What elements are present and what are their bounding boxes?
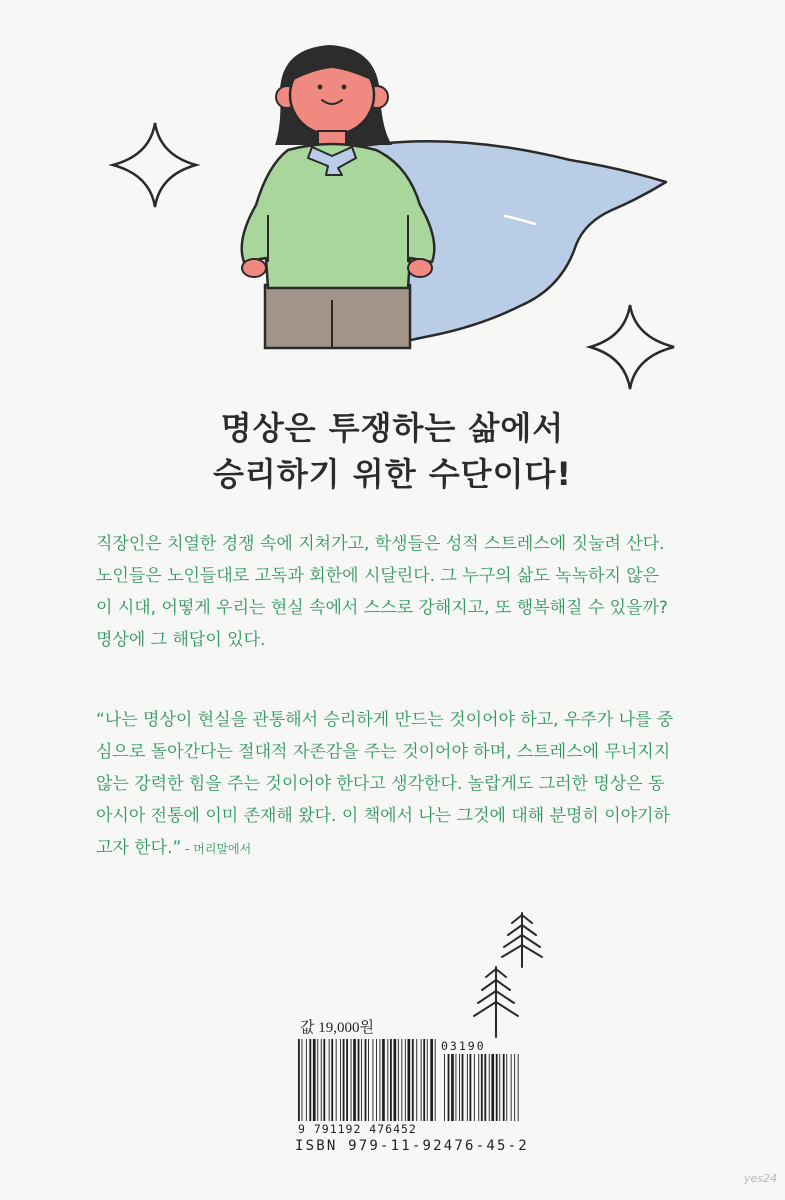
isbn-number: ISBN 979-11-92476-45-2	[295, 1138, 529, 1154]
barcode-bar	[373, 1039, 374, 1121]
barcode-bar	[405, 1039, 406, 1121]
barcode-addon-bar	[451, 1054, 454, 1121]
headline-line-2: 승리하기 위한 수단이다!	[213, 455, 572, 493]
barcode-bar	[309, 1039, 311, 1121]
barcode-bar	[336, 1039, 337, 1121]
barcode-addon-bar	[459, 1054, 460, 1121]
barcode-bar	[340, 1039, 341, 1121]
intro-paragraph	[96, 528, 696, 656]
intro-line: 노인들은 노인들대로 고독과 회한에 시달린다. 그 누구의 삶도 녹녹하지 않은	[96, 566, 660, 586]
barcode-bar	[380, 1039, 381, 1121]
barcode-bar	[408, 1039, 411, 1121]
sparkle-left-icon	[113, 123, 196, 207]
quote-attribution: - 머리말에서	[181, 842, 252, 856]
barcode-addon-bar	[456, 1054, 457, 1121]
barcode-addon-bar	[503, 1054, 505, 1121]
headline-line-1: 명상은 투쟁하는 삶에서	[220, 409, 565, 447]
barcode-addon-bar	[514, 1054, 515, 1121]
intro-line: 직장인은 치열한 경쟁 속에 지쳐가고, 학생들은 성적 스트레스에 짓눌려 산다.	[96, 534, 665, 554]
barcode-bar	[298, 1039, 300, 1121]
barcode-addon-bar	[506, 1054, 507, 1121]
barcode-bar	[398, 1039, 399, 1121]
barcode-addon-bar	[511, 1054, 512, 1121]
quote-paragraph	[96, 704, 696, 865]
quote-line: 심으로 돌아간다는 절대적 자존감을 주는 것이어야 하며, 스트레스에 무너지지	[96, 742, 671, 762]
barcode	[296, 1037, 526, 1137]
barcode-bar	[427, 1039, 428, 1121]
woman-figure	[242, 45, 666, 348]
barcode-bar	[430, 1039, 433, 1121]
barcode-bar	[317, 1039, 318, 1121]
barcode-bar	[412, 1039, 414, 1121]
intro-line: 명상에 그 해답이 있다.	[96, 630, 266, 650]
headline	[0, 405, 785, 497]
barcode-bar	[376, 1039, 377, 1121]
barcode-bar	[401, 1039, 402, 1121]
quote-ending: 고자 한다.”	[96, 838, 182, 858]
barcode-addon-bar	[470, 1054, 472, 1121]
barcode-bar	[358, 1039, 360, 1121]
barcode-bar	[368, 1039, 369, 1121]
price-label: 값 19,000원	[300, 1020, 374, 1036]
barcode-bar	[346, 1039, 348, 1121]
barcode-addon-digits: 03190	[441, 1039, 486, 1053]
quote-line: “나는 명상이 현실을 관통해서 승리하게 만드는 것이어야 하고, 우주가 나를 중	[96, 710, 674, 730]
barcode-addon-bar	[496, 1054, 498, 1121]
barcode-bar	[302, 1039, 303, 1121]
hero-illustration	[0, 0, 785, 400]
barcode-bar	[421, 1039, 422, 1121]
barcode-main-digits: 9 791192 476452	[298, 1122, 417, 1136]
barcode-addon-bar	[481, 1054, 483, 1121]
barcode-bar	[351, 1039, 352, 1121]
barcode-bar	[331, 1039, 333, 1121]
barcode-addon-bar	[467, 1054, 468, 1121]
barcode-bar	[353, 1039, 356, 1121]
barcode-bar	[423, 1039, 425, 1121]
barcode-addon-bar	[462, 1054, 464, 1121]
quote-line: 아시아 전통에 이미 존재해 왔다. 이 책에서 나는 그것에 대해 분명히 이야기하	[96, 806, 670, 826]
quote-last-line	[96, 832, 696, 865]
barcode-addon-bar	[489, 1054, 490, 1121]
barcode-bar	[323, 1039, 325, 1121]
pants	[265, 285, 410, 348]
barcode-addon-bar	[478, 1054, 479, 1121]
barcode-addon-bar	[444, 1054, 445, 1121]
pine-trees-icon	[460, 905, 560, 1045]
barcode-bar	[394, 1039, 397, 1121]
barcode-addon-bar	[499, 1054, 500, 1121]
barcode-bar	[365, 1039, 367, 1121]
barcode-addon-bar	[518, 1054, 519, 1121]
watermark-logo: yes24	[744, 1172, 778, 1185]
barcode-bar	[321, 1039, 322, 1121]
quote-line: 않는 강력한 힘을 주는 것이어야 한다고 생각한다. 놀랍게도 그러한 명상은 동	[96, 774, 665, 794]
barcode-addon-bar	[491, 1054, 494, 1121]
barcode-addon-bar	[448, 1054, 450, 1121]
barcode-bar	[387, 1039, 388, 1121]
barcode-bar	[361, 1039, 362, 1121]
barcode-bar	[435, 1039, 436, 1121]
barcode-bar	[306, 1039, 307, 1121]
barcode-bar	[313, 1039, 316, 1121]
barcode-bar	[343, 1039, 345, 1121]
barcode-bar	[329, 1039, 330, 1121]
barcode-bar	[382, 1039, 385, 1121]
barcode-addon-bar	[474, 1054, 475, 1121]
intro-line: 이 시대, 어떻게 우리는 현실 속에서 스스로 강해지고, 또 행복해질 수 있을까?	[96, 598, 668, 618]
sparkle-right-icon	[590, 305, 674, 389]
barcode-addon-bar	[484, 1054, 486, 1121]
barcode-bar	[416, 1039, 417, 1121]
barcode-bar	[390, 1039, 392, 1121]
